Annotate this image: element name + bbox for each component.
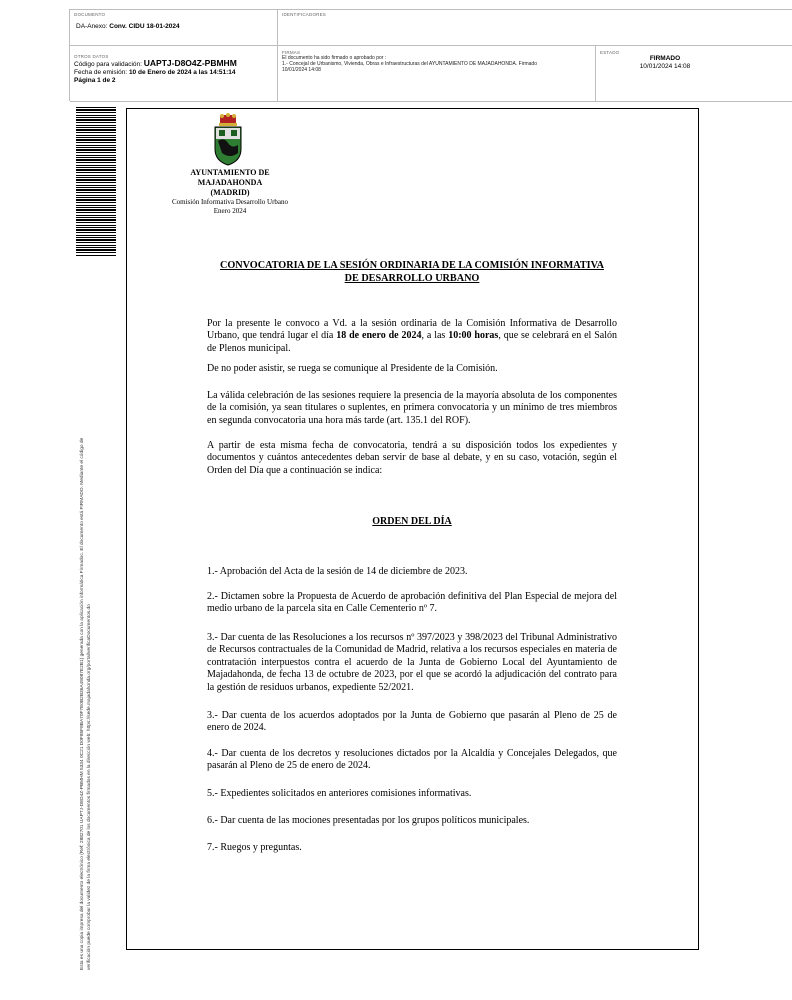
vertical-verification-note xyxy=(80,300,93,970)
firmas-line1: El documento ha sido firmado o aprobado por : xyxy=(282,55,387,61)
firmas-caption: FIRMAS xyxy=(282,50,301,55)
identificadores-caption: IDENTIFICADORES xyxy=(282,12,327,17)
organization-block xyxy=(150,168,310,216)
estado-caption: ESTADO xyxy=(600,50,620,55)
orden-del-dia-title: ORDEN DEL DÍA xyxy=(372,516,452,527)
agenda-item-3: 3.- Dar cuenta de las Resoluciones a los recursos nº 397/2023 y 398/2023 del Tribunal Administrativo de Recursos contractuales de la Comunidad de Madrid, relativa a los recursos especiales en materia de contratación interpuestos contra el acuerdo de la Junta de Gobierno Local del Ayuntamiento de Majadahonda, de fecha 13 de octubre de 2023, por el que se acordó la adjudicación del contrato para la gestión de residuos urbanos, expediente 52/2021. xyxy=(207,632,617,693)
firmas-line2: 1.- Concejal de Urbanismo, Vivienda, Obras e Infraestructuras del AYUNTAMIENTO DE MAJADAHONDA. Firmado xyxy=(282,61,537,67)
org-line1: AYUNTAMIENTO DE xyxy=(190,168,270,177)
estado-value: FIRMADO xyxy=(649,55,681,62)
document-title xyxy=(206,259,618,285)
p1-text-a: Por la presente le convoco a Vd. a la sesión ordinaria de la Comisión Informativa de Desarrollo Urbano, que tendrá lugar el día xyxy=(207,318,617,342)
side-note-line1: Esta es una copia impresa del documento electrónico (Ref: 2882701 UAPTJ-D8O4Z-PBMHM 5334 0C21 D0F85F8BA70F7E0B2B36A49087E2B1) generada con la aplicación informática Firmadoc. El documento está FIRMADO. Mediante el código de xyxy=(80,437,85,970)
org-line2: MAJADAHONDA xyxy=(197,178,263,187)
agenda-item-1: 1.- Aprobación del Acta de la sesión de 14 de diciembre de 2023. xyxy=(207,566,468,577)
codigo-line xyxy=(74,59,273,69)
estado-cell xyxy=(596,46,792,102)
fecha-label: Fecha de emisión: xyxy=(74,69,128,76)
intro-paragraph-2: De no poder asistir, se ruega se comunique al Presidente de la Comisión. xyxy=(207,363,498,374)
agenda-item-4: 3.- Dar cuenta de los acuerdos adoptados por la Junta de Gobierno que pasarán al Pleno de 25 de enero de 2024. xyxy=(207,710,617,734)
otros-caption: OTROS DATOS xyxy=(74,54,109,59)
firmas-cell xyxy=(278,46,596,102)
agenda-item-6: 5.- Expedientes solicitados en anteriores comisiones informativas. xyxy=(207,788,472,799)
side-note-line2: verificación puede comprobar la validez de la firma electrónica de los documentos firmados en la dirección web: https://sede.majadahonda.org/portal/verificaDocumentos.do xyxy=(86,604,92,970)
title-line1: CONVOCATORIA DE LA SESIÓN ORDINARIA DE LA COMISIÓN INFORMATIVA xyxy=(220,260,604,271)
p1-time: 10:00 horas xyxy=(448,330,499,342)
agenda-item-2: 2.- Dictamen sobre la Propuesta de Acuerdo de aprobación definitiva del Plan Especial de mejora del medio urbano de la parcela sita en Calle Cementerio nº 7. xyxy=(207,591,617,615)
title-line2: DE DESARROLLO URBANO xyxy=(344,273,480,284)
org-line5: Enero 2024 xyxy=(213,207,247,215)
identificadores-cell xyxy=(278,10,792,46)
intro-paragraph-4: A partir de esta misma fecha de convocatoria, tendrá a su disposición todos los expedientes y documentos y cuántos antecedentes deban servir de base al debate, y en su caso, votación, según el Orden del Día que a continuación se indica: xyxy=(207,440,617,476)
org-line4: Comisión Informativa Desarrollo Urbano xyxy=(171,198,289,206)
agenda-item-8: 7.- Ruegos y preguntas. xyxy=(207,842,302,853)
otros-datos-cell xyxy=(70,46,278,102)
fecha-value: 10 de Enero de 2024 a las 14:51:14 xyxy=(128,69,236,76)
documento-prefix: DA-Anexo: xyxy=(76,23,108,30)
fecha-line xyxy=(74,69,273,77)
p1-text-c: , que se celebrará en el Salón de Plenos municipal. xyxy=(207,330,617,354)
firmas-line3: 10/01/2024 14:08 xyxy=(282,67,321,73)
documento-caption: DOCUMENTO xyxy=(74,12,106,17)
page-indicator: Página 1 de 2 xyxy=(74,77,116,84)
agenda-item-7: 6.- Dar cuenta de las mociones presentadas por los grupos políticos municipales. xyxy=(207,815,530,826)
p1-text-b: , a las xyxy=(421,330,449,342)
estado-date: 10/01/2024 14:08 xyxy=(639,63,691,70)
intro-paragraph-1 xyxy=(207,318,617,355)
intro-paragraph-3: La válida celebración de las sesiones requiere la presencia de la mayoría absoluta de los componentes de la comisión, ya sean titulares o suplentes, en primera convocatoria y un mínimo de tres miembros en segunda convocatoria una hora más tarde (art. 135.1 del ROF). xyxy=(207,390,617,426)
signature-header-table xyxy=(69,9,792,101)
coat-of-arms-icon xyxy=(210,113,246,167)
documento-cell xyxy=(70,10,278,46)
codigo-label: Código para validación: xyxy=(74,61,142,68)
agenda-item-5: 4.- Dar cuenta de los decretos y resoluciones dictados por la Alcaldía y Concejales Delegados, que pasarán al Pleno de 25 de enero de 2024. xyxy=(207,748,617,772)
codigo-value: UAPTJ-D8O4Z-PBMHM xyxy=(143,58,237,68)
barcode-image xyxy=(76,107,116,257)
documento-line xyxy=(76,23,273,31)
documento-name: Conv. CIDU 18-01-2024 xyxy=(109,23,180,30)
org-line3: (MADRID) xyxy=(210,188,250,197)
p1-date: 18 de enero de 2024 xyxy=(336,330,422,342)
